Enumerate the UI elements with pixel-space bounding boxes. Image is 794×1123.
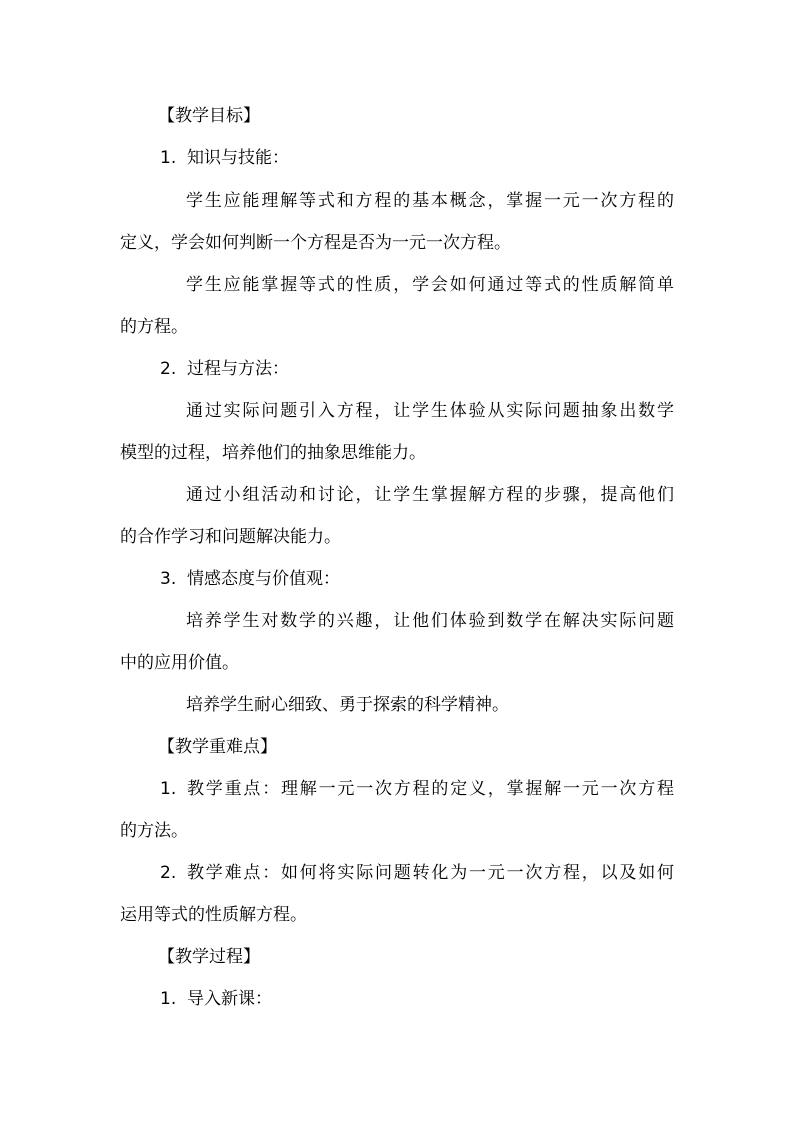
paragraph-text: 培养学生对数学的兴趣，让他们体验到数学在解决实际问题 bbox=[186, 611, 674, 631]
paragraph-text: 模型的过程，培养他们的抽象思维能力。 bbox=[120, 443, 426, 463]
heading-text: 【教学过程】 bbox=[158, 947, 260, 967]
paragraph-text: 培养学生耐心细致、勇于探索的科学精神。 bbox=[186, 695, 509, 715]
goal-item-1-title bbox=[0, 143, 794, 173]
item-number: 1. bbox=[160, 148, 177, 168]
item-text: 运用等式的性质解方程。 bbox=[120, 905, 307, 925]
item-number: 1. bbox=[160, 989, 177, 1009]
process-item-1-title bbox=[0, 984, 794, 1014]
item-number: 2. bbox=[160, 863, 177, 883]
item-title: 过程与方法： bbox=[187, 359, 289, 379]
section-heading-goals bbox=[0, 101, 794, 131]
goal-2-paragraph-1-line-2 bbox=[0, 438, 794, 468]
section-heading-key-points bbox=[0, 732, 794, 762]
item-title: 导入新课： bbox=[187, 989, 272, 1009]
goal-1-paragraph-2-line-1 bbox=[0, 270, 794, 300]
section-heading-process bbox=[0, 942, 794, 972]
goal-2-paragraph-1-line-1 bbox=[0, 396, 794, 426]
paragraph-text: 中的应用价值。 bbox=[120, 653, 239, 673]
item-text: 的方法。 bbox=[120, 821, 188, 841]
paragraph-text: 学生应能掌握等式的性质，学会如何通过等式的性质解简单 bbox=[186, 275, 674, 295]
key-point-2-line-1 bbox=[0, 858, 794, 888]
goal-3-paragraph-1-line-2 bbox=[0, 648, 794, 678]
item-number: 3. bbox=[160, 569, 177, 589]
goal-item-3-title bbox=[0, 564, 794, 594]
item-text: 教学重点：理解一元一次方程的定义，掌握解一元一次方程 bbox=[187, 779, 674, 799]
item-text: 教学难点：如何将实际问题转化为一元一次方程，以及如何 bbox=[187, 863, 674, 883]
goal-3-paragraph-1-line-1 bbox=[0, 606, 794, 636]
item-number: 2. bbox=[160, 359, 177, 379]
goal-1-paragraph-1-line-2 bbox=[0, 228, 794, 258]
goal-2-paragraph-2-line-2 bbox=[0, 522, 794, 552]
paragraph-text: 的合作学习和问题解决能力。 bbox=[120, 527, 341, 547]
item-title: 情感态度与价值观： bbox=[187, 569, 340, 589]
key-point-2-line-2 bbox=[0, 900, 794, 930]
goal-3-paragraph-2-line-1 bbox=[0, 690, 794, 720]
paragraph-text: 的方程。 bbox=[120, 317, 188, 337]
paragraph-text: 通过实际问题引入方程，让学生体验从实际问题抽象出数学 bbox=[186, 401, 674, 421]
key-point-1-line-1 bbox=[0, 774, 794, 804]
goal-item-2-title bbox=[0, 354, 794, 384]
heading-text: 【教学重难点】 bbox=[158, 737, 277, 757]
paragraph-text: 通过小组活动和讨论，让学生掌握解方程的步骤，提高他们 bbox=[186, 485, 674, 505]
key-point-1-line-2 bbox=[0, 816, 794, 846]
item-number: 1. bbox=[160, 779, 177, 799]
paragraph-text: 定义，学会如何判断一个方程是否为一元一次方程。 bbox=[120, 233, 511, 253]
goal-1-paragraph-2-line-2 bbox=[0, 312, 794, 342]
item-title: 知识与技能： bbox=[187, 148, 289, 168]
heading-text: 【教学目标】 bbox=[158, 106, 260, 126]
paragraph-text: 学生应能理解等式和方程的基本概念，掌握一元一次方程的 bbox=[186, 191, 674, 211]
goal-1-paragraph-1-line-1 bbox=[0, 186, 794, 216]
goal-2-paragraph-2-line-1 bbox=[0, 480, 794, 510]
